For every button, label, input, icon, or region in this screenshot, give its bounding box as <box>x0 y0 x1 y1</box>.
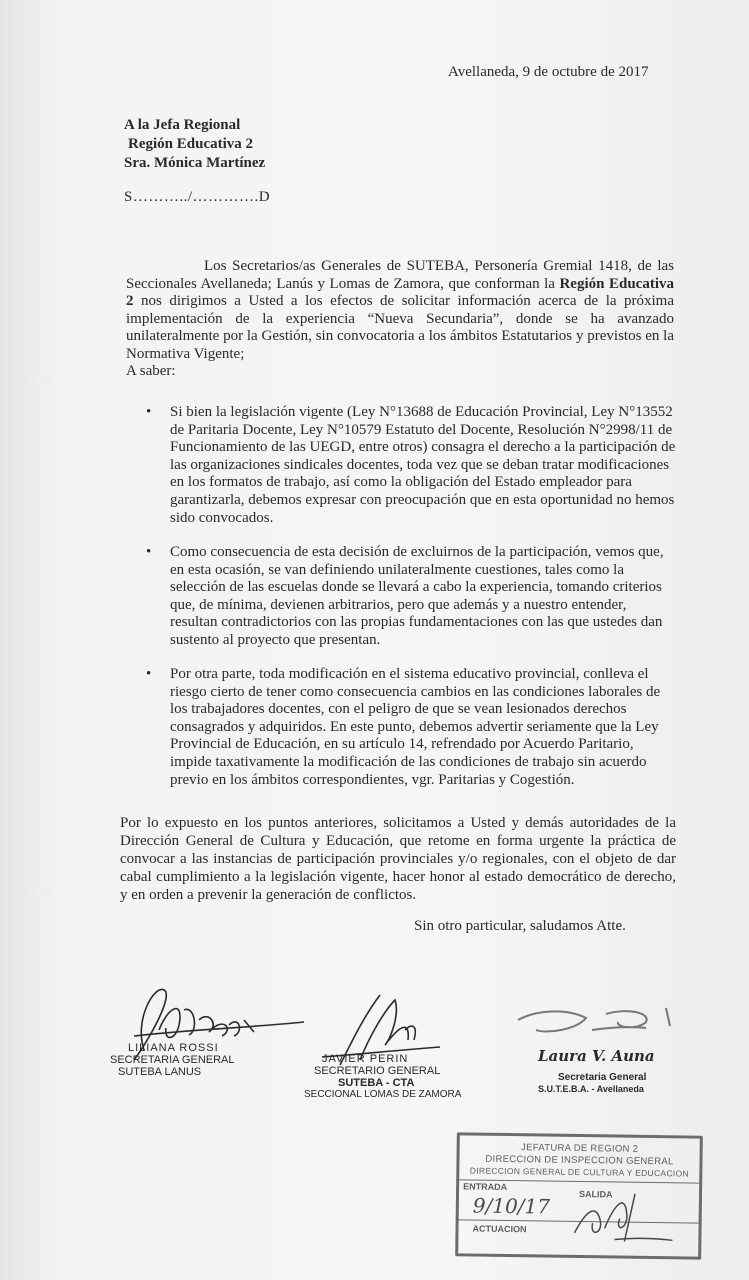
addressee-line-1: A la Jefa Regional <box>124 117 241 133</box>
signature-center-title: SECRETARIO GENERAL <box>314 1065 441 1077</box>
stamp-actuacion-label: ACTUACION <box>472 1223 527 1235</box>
signature-center-org: SUTEBA - CTA <box>338 1077 415 1089</box>
intro-a-saber: A saber: <box>126 363 176 379</box>
signature-center <box>300 985 470 1110</box>
stamp-salida-label: SALIDA <box>578 1189 613 1200</box>
stamp-entrada-label: ENTRADA <box>463 1181 508 1192</box>
stamp-line-1: JEFATURA DE REGION 2 <box>520 1142 639 1155</box>
addressee-line-3: Sra. Mónica Martínez <box>124 155 266 171</box>
signature-left <box>104 970 324 1100</box>
signature-left-org: SUTEBA LANUS <box>118 1066 202 1078</box>
signature-left-title: SECRETARIA GENERAL <box>110 1054 235 1066</box>
signature-right-name: Laura V. Auna <box>538 1047 655 1065</box>
addressee-block <box>124 116 265 173</box>
reference-line: S………../………….D <box>124 189 271 205</box>
signature-right <box>506 1000 706 1100</box>
bullet-list <box>146 404 676 789</box>
signature-left-name: LILIANA ROSSI <box>128 1042 219 1054</box>
bullet-item-2: • Como consecuencia de esta decisión de excluirnos de la participación, vemos que, en esta ocasión, se van definiendo unilateralmente cuestiones, tales como la selección de las escuelas donde se llevará a cabo la experiencia, tomando criterios que, de mínima, devienen arbitrarios, pero que además y a nuestro entender, resultan contradictorios con las propias fundamentaciones con las que ustedes dan sustento al proyecto que presentan. <box>146 544 676 666</box>
intro-text-2: nos dirigimos a Usted a los efectos de solicitar información acerca de la próxima implementación de la experiencia “Nueva Secundaria”, donde se ha avanzado unilateralmente por la Gestión, sin convocatoria a los ámbitos Estatutarios y previstos en la Normativa Vigente; <box>126 293 674 362</box>
reception-stamp <box>455 1132 703 1259</box>
stamp-handwritten-mark-icon <box>554 1183 675 1245</box>
intro-paragraph <box>126 258 674 381</box>
stamp-line-2: DIRECCION DE INSPECCION GENERAL <box>485 1153 674 1168</box>
bullet-item-3: • Por otra parte, toda modificación en el sistema educativo provincial, conlleva el riesgo cierto de tener como consecuencia cambios en las condiciones laborales de los trabajadores docentes, con el peligro de que se vean lesionados derechos consagrados y adquiridos. En este punto, debemos advertir seriamente que la Ley Provincial de Educación, en su artículo 14, refrendado por Acuerdo Paritario, impide taxativamente la modificación de las condiciones de trabajo sin acuerdo previo en los ámbitos correspondientes, vgr. Paritarias y Cogestión. <box>146 666 676 789</box>
intro-region-bold: Región Educativa 2 <box>126 275 674 309</box>
salutation: Sin otro particular, saludamos Atte. <box>414 918 626 934</box>
date-line: Avellaneda, 9 de octubre de 2017 <box>448 64 649 80</box>
signature-right-org: S.U.T.E.B.A. - Avellaneda <box>538 1084 644 1094</box>
signature-right-title: Secretaria General <box>558 1072 647 1083</box>
handwritten-signature-right-icon <box>506 1000 706 1050</box>
signature-center-name: JAVIER PERIN <box>322 1053 409 1065</box>
intro-text-1: Los Secretarios/as Generales de SUTEBA, Personería Gremial 1418, de las Seccionales Avellaneda; Lanús y Lomas de Zamora, que conforman la <box>126 258 674 292</box>
bullet-item-1: • Si bien la legislación vigente (Ley N°13688 de Educación Provincial, Ley N°13552 de Paritaria Docente, Ley N°10579 Estatuto del Docente, Resolución N°2998/11 de Funcionamiento de las UEGD, entre otros) consagra el derecho a la participación de las organizaciones sindicales docentes, toda vez que se deban tratar modificaciones en los formatos de trabajo, así como la obligación del Estado empleador para garantizarla, debemos expresar con preocupación que en esta oportunidad no hemos sido convocados. <box>146 404 676 544</box>
stamp-line-3: DIRECCION GENERAL DE CULTURA Y EDUCACION <box>469 1165 689 1179</box>
closing-paragraph: Por lo expuesto en los puntos anteriores, solicitamos a Usted y demás autoridades de la Dirección General de Cultura y Educación, que retome en forma urgente la práctica de convocar a las instancias de participación provinciales y/o regionales, con el objeto de dar cabal cumplimiento a la legislación vigente, hacer honor al estado democrático de derecho, y en orden a prevenir la generación de conflictos. <box>120 815 676 903</box>
signature-center-section: SECCIONAL LOMAS DE ZAMORA <box>304 1089 462 1100</box>
addressee-line-2: Región Educativa 2 <box>128 136 254 152</box>
stamp-entry-date: 9/10/17 <box>472 1193 551 1219</box>
